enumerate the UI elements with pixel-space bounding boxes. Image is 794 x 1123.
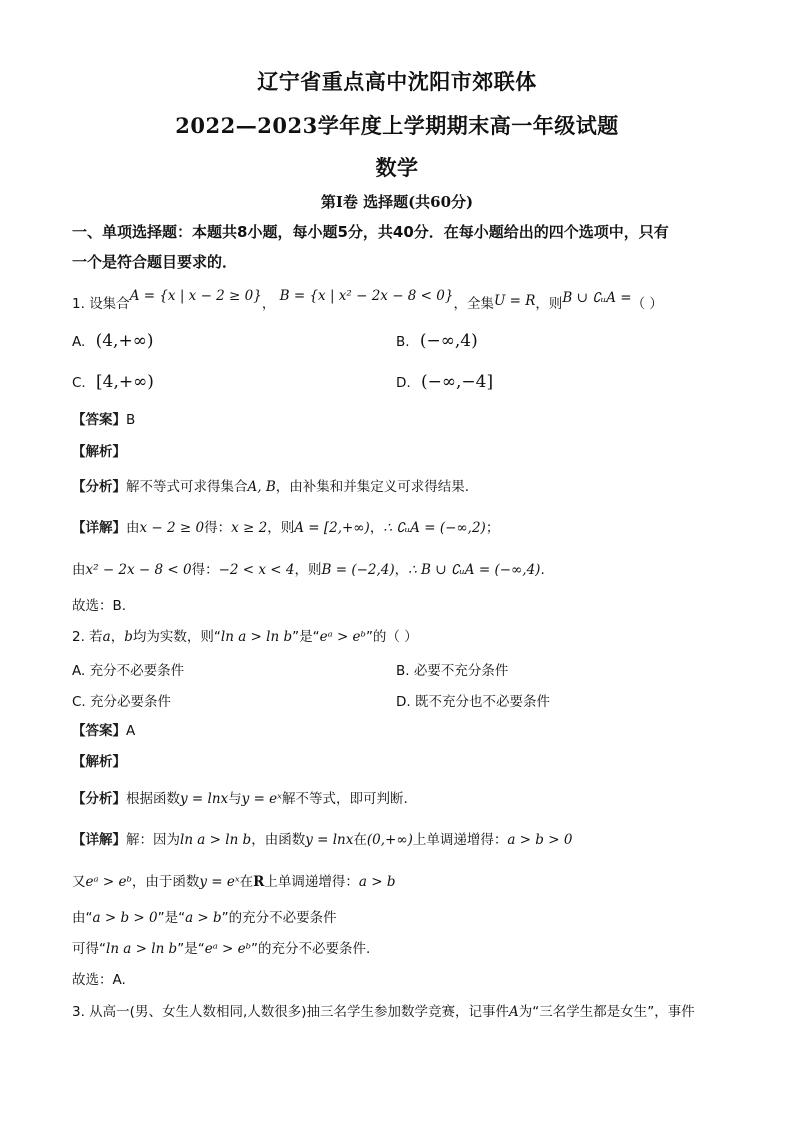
q1-stem xyxy=(72,288,663,314)
option-value: (4,+∞) xyxy=(95,331,154,351)
q2-math: a xyxy=(102,629,111,645)
detail-math: ∴ B ∪ ∁ᵤA = (−∞,4) xyxy=(408,562,541,578)
detail-math: y = lnx xyxy=(305,832,354,848)
detail-text: 在 xyxy=(239,874,254,890)
detail-math: x ≥ 2 xyxy=(231,520,268,536)
option-letter: C. xyxy=(72,375,86,391)
detail-math: ln a > ln b xyxy=(106,941,178,957)
detail-text: ， xyxy=(369,520,384,536)
fenxi-math: A, B xyxy=(247,479,276,495)
q1-stem-mid: ，全集 xyxy=(453,296,494,312)
q2-math: ln a > ln b xyxy=(220,629,293,645)
q2-detail-line-4 xyxy=(72,939,370,959)
q1-option-c xyxy=(72,372,154,392)
detail-text: . xyxy=(540,562,545,578)
detail-math: y = eˣ xyxy=(199,874,240,890)
detail-tag: 【详解】 xyxy=(72,832,126,848)
q1-fenxi xyxy=(72,477,469,497)
fenxi-text: 解不等式可求得集合 xyxy=(126,479,248,495)
detail-math: B = (−2,4) xyxy=(321,562,395,578)
q2-detail-line-2 xyxy=(72,872,395,892)
analysis-tag: 【解析】 xyxy=(72,754,126,770)
option-value: [4,+∞) xyxy=(96,372,154,392)
q1-universe: U = R xyxy=(493,293,536,309)
q1-set-a: A = {x | x − 2 ≥ 0} xyxy=(129,288,262,304)
q2-answer xyxy=(72,721,135,741)
q2-option-a: A. 充分不必要条件 xyxy=(72,663,185,679)
q2-stem-text: ”的（ ） xyxy=(365,629,418,645)
q1-choose: 故选：B. xyxy=(72,598,127,614)
detail-math: a > b > 0 xyxy=(507,832,573,848)
fenxi-text: 根据函数 xyxy=(126,791,180,807)
detail-math: −2 < x < 4 xyxy=(218,562,295,578)
detail-text: 由“ xyxy=(72,910,93,926)
answer-tag: 【答案】 xyxy=(72,412,126,428)
q3-math: A xyxy=(509,1004,519,1020)
analysis-tag: 【解析】 xyxy=(72,444,126,460)
q2-stem-text: ， xyxy=(110,629,125,645)
q1-stem-mid2: ，则 xyxy=(535,296,563,312)
subject-title: 数学 xyxy=(375,155,419,180)
detail-math: x − 2 ≥ 0 xyxy=(139,520,205,536)
q2-option-b: B. 必要不充分条件 xyxy=(396,663,509,679)
detail-math: a > b > 0 xyxy=(92,910,158,926)
detail-tag: 【详解】 xyxy=(72,520,126,536)
title-line-1: 辽宁省重点高中沈阳市郊联体 xyxy=(257,69,537,94)
q1-expression: B ∪ ∁ᵤA = xyxy=(562,290,632,306)
detail-text: 可得“ xyxy=(72,941,106,957)
q1-option-a xyxy=(72,331,153,351)
detail-math: ln a > ln b xyxy=(180,832,252,848)
detail-text: 又 xyxy=(72,874,86,890)
q1-paren: （ ） xyxy=(631,296,663,312)
detail-text: 得： xyxy=(204,520,232,536)
q1-detail-line-2 xyxy=(72,560,545,580)
detail-text: 得： xyxy=(191,562,219,578)
answer-value: A xyxy=(126,723,136,739)
q1-detail-line-1 xyxy=(72,518,499,538)
q2-stem-text: 2. 若 xyxy=(72,629,103,645)
detail-math: ∴ ∁ᵤA = (−∞,2) xyxy=(383,520,486,536)
option-letter: D. xyxy=(396,375,411,391)
q2-detail-line-1 xyxy=(72,830,572,850)
q2-choose: 故选：A. xyxy=(72,972,126,988)
detail-text: ”是“ xyxy=(157,910,186,926)
option-value: (−∞,−4] xyxy=(420,372,494,392)
q3-stem-text: 为“三名学生都是女生”，事件 xyxy=(518,1004,695,1020)
q2-option-d: D. 既不充分也不必要条件 xyxy=(396,694,550,710)
detail-math: eᵃ > eᵇ xyxy=(85,874,132,890)
detail-text: ，由于函数 xyxy=(131,874,200,890)
fenxi-tag: 【分析】 xyxy=(72,791,126,807)
detail-math: (0,+∞) xyxy=(366,832,413,848)
fenxi-math: y = lnx xyxy=(180,791,229,807)
detail-math: a > b xyxy=(185,910,222,926)
fenxi-text: ，由补集和并集定义可求得结果. xyxy=(275,479,470,495)
q2-option-c: C. 充分必要条件 xyxy=(72,694,172,710)
detail-text: ， xyxy=(394,562,409,578)
detail-text: ”的充分不必要条件. xyxy=(251,941,371,957)
q1-option-d xyxy=(396,372,493,392)
detail-text: 在 xyxy=(353,832,367,848)
part-instruction-line-2: 一个是符合题目要求的． xyxy=(72,253,238,271)
detail-text: ； xyxy=(485,520,500,536)
detail-text: ”是“ xyxy=(177,941,205,957)
section-title: 第Ⅰ卷 选择题(共60分) xyxy=(320,193,474,211)
q1-comma: ， xyxy=(261,296,276,312)
detail-text: 由 xyxy=(126,520,140,536)
detail-text: ，由函数 xyxy=(251,832,306,848)
title-line-2: 2022—2023学年度上学期期末高一年级试题 xyxy=(175,113,619,138)
part-instruction-line-1: 一、单项选择题：本题共8小题，每小题5分，共40分．在每小题给出的四个选项中，只有 xyxy=(72,223,669,241)
detail-math: R xyxy=(253,874,265,890)
fenxi-text: 解不等式，即可判断. xyxy=(281,791,408,807)
option-letter: A. xyxy=(72,334,86,350)
q3-stem xyxy=(72,1002,695,1022)
q1-set-b: B = {x | x² − 2x − 8 < 0} xyxy=(279,288,454,304)
detail-text: 解：因为 xyxy=(126,832,180,848)
q1-jiexi xyxy=(72,442,126,462)
detail-text: 上单调递增得： xyxy=(264,874,359,890)
answer-tag: 【答案】 xyxy=(72,723,126,739)
q2-stem-text: ”是“ xyxy=(292,629,320,645)
q2-math: b xyxy=(124,629,133,645)
detail-math: x² − 2x − 8 < 0 xyxy=(85,562,192,578)
detail-math: a > b xyxy=(358,874,396,890)
fenxi-text: 与 xyxy=(228,791,242,807)
q1-answer xyxy=(72,410,135,430)
q2-stem xyxy=(72,627,418,647)
q2-fenxi xyxy=(72,789,408,809)
detail-text: 由 xyxy=(72,562,86,578)
answer-value: B xyxy=(126,412,136,428)
q1-option-b xyxy=(396,331,478,351)
q1-stem-text: 设集合 xyxy=(89,296,130,312)
q2-math: eᵃ > eᵇ xyxy=(319,629,366,645)
q2-stem-text: 均为实数，则“ xyxy=(132,629,221,645)
fenxi-math: y = eˣ xyxy=(241,791,282,807)
detail-text: ，则 xyxy=(267,520,295,536)
detail-math: eᵃ > eᵇ xyxy=(204,941,252,957)
option-letter: B. xyxy=(396,334,410,350)
q3-stem-text: 3. 从高一(男、女生人数相同,人数很多)抽三名学生参加数学竞赛，记事件 xyxy=(72,1004,509,1020)
detail-text: ，则 xyxy=(294,562,322,578)
q2-jiexi xyxy=(72,752,126,772)
q2-detail-line-3 xyxy=(72,908,337,928)
fenxi-tag: 【分析】 xyxy=(72,479,126,495)
detail-math: A = [2,+∞) xyxy=(294,520,370,536)
detail-text: ”的充分不必要条件 xyxy=(221,910,337,926)
q1-number: 1. xyxy=(72,296,85,312)
detail-text: 上单调递增得： xyxy=(412,832,508,848)
option-value: (−∞,4) xyxy=(419,331,478,351)
